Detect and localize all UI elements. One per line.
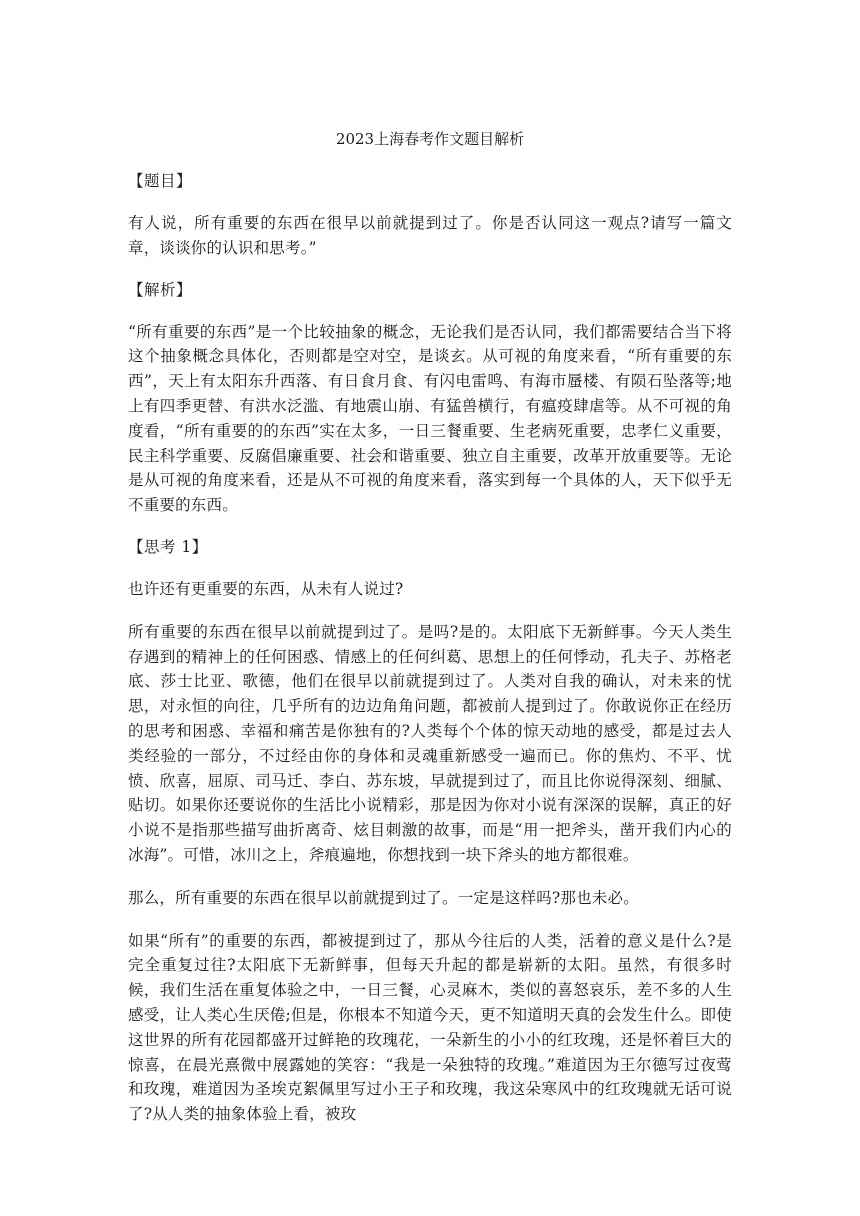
section-heading-analysis: 【解析】 [128, 280, 193, 299]
analysis-paragraph: “所有重要的东西”是一个比较抽象的概念，无论我们是否认同，我们都需要结合当下将这个抽象概念具体化，否则都是空对空，是谈玄。从可视的角度来看，“所有重要的东西”，天上有太阳东升西落、有日食月食、有闪电雷鸣、有海市蜃楼、有陨石坠落等;地上有四季更替、有洪水泛滥、有地震山崩、有猛兽横行，有瘟疫肆虐等。从不可视的角度看，“所有重要的的东西”实在太多，一日三餐重要、生老病死重要，忠孝仁义重要，民主科学重要、反腐倡廉重要、社会和谐重要、独立自主重要，改革开放重要等。无论是从可视的角度来看，还是从不可视的角度来看，落实到每一个具体的人，天下似乎无不重要的东西。 [128, 322, 732, 515]
thought-paragraph-3: 那么，所有重要的东西在很早以前就提到过了。一定是这样吗?那也未必。 [128, 888, 639, 907]
thought-paragraph-1: 也许还有更重要的东西，从未有人说过? [128, 579, 404, 598]
document-title: 2023上海春考作文题目解析 [335, 130, 525, 148]
document-page [128, 128, 732, 1145]
topic-paragraph: 有人说，所有重要的东西在很早以前就提到过了。你是否认同这一观点?请写一篇文章，谈谈你的认识和思考。” [128, 214, 732, 257]
thought-paragraph-4: 如果“所有”的重要的东西，都被提到过了，那从今往后的人类，活着的意义是什么?是完全重复过往?太阳底下无新鲜事，但每天升起的都是崭新的太阳。虽然，有很多时候，我们生活在重复体验之中，一日三餐，心灵麻木，类似的喜怒哀乐，差不多的人生感受，让人类心生厌倦;但是，你根本不知道今天，更不知道明天真的会发生什么。即使这世界的所有花园都盛开过鲜艳的玫瑰花，一朵新生的小小的红玫瑰，还是怀着巨大的惊喜，在晨光熹微中展露她的笑容：“我是一朵独特的玫瑰。”难道因为王尔德写过夜莺和玫瑰，难道因为圣埃克絮佩里写过小王子和玫瑰，我这朵寒风中的红玫瑰就无话可说了?从人类的抽象体验上看，被玫 [128, 931, 732, 1124]
thought-paragraph-2: 所有重要的东西在很早以前就提到过了。是吗?是的。太阳底下无新鲜事。今天人类生存遇到的精神上的任何困惑、情感上的任何纠葛、思想上的任何悸动，孔夫子、苏格老底、莎士比亚、歌德，他们在很早以前就提到过了。人类对自我的确认，对未来的忧思，对永恒的向往，几乎所有的边边角角问题，都被前人提到过了。你敢说你正在经历的思考和困惑、幸福和痛苦是你独有的?人类每个个体的惊天动地的感受，都是过去人类经验的一部分，不过经由你的身体和灵魂重新感受一遍而已。你的焦灼、不平、忧愤、欣喜，屈原、司马迁、李白、苏东坡，早就提到过了，而且比你说得深刻、细腻、贴切。如果你还要说你的生活比小说精彩，那是因为你对小说有深深的误解，真正的好小说不是指那些描写曲折离奇、炫目刺激的故事，而是“用一把斧头，凿开我们内心的冰海”。可惜，冰川之上，斧痕遍地，你想找到一块下斧头的地方都很难。 [128, 622, 732, 864]
section-heading-thought-1: 【思考 1】 [128, 537, 208, 556]
section-heading-topic: 【题目】 [128, 172, 193, 190]
